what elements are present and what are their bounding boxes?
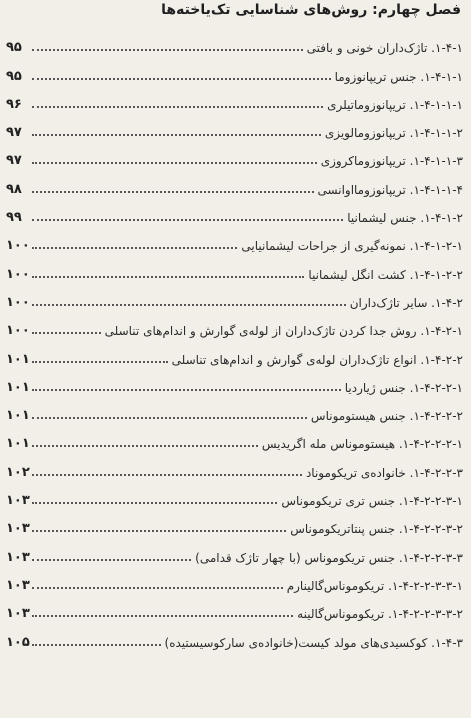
toc-entry-title: ۱-۴-۱-۲-۱. نمونه‌گیری از جراحات لیشمانیایی [241, 239, 463, 254]
toc-entry [6, 58, 463, 86]
toc-page-number: ۱۰۳ [6, 606, 30, 622]
toc-entry [6, 341, 463, 369]
toc-page-number: ۱۰۰ [6, 266, 30, 282]
toc-entry-title: ۱-۴-۲-۲-۲-۱. هیستوموناس مله اگریدیس [261, 437, 463, 452]
toc-entry-title: ۱-۴-۲-۲-۲. جنس هیستوموناس [310, 409, 463, 424]
toc-page-number: ۱۰۰ [6, 294, 30, 310]
toc-entry [6, 30, 463, 58]
table-of-contents [6, 30, 463, 653]
toc-page-number: ۱۰۲ [6, 464, 30, 480]
toc-entry [6, 200, 463, 228]
toc-page-number: ۹۶ [6, 96, 22, 112]
toc-page-number: ۱۰۳ [6, 577, 30, 593]
toc-page-number: ۱۰۵ [6, 634, 30, 650]
dot-leader [32, 502, 277, 504]
toc-page-number: ۹۹ [6, 210, 22, 226]
toc-entry [6, 370, 463, 398]
toc-page-number: ۹۵ [6, 68, 22, 84]
toc-page-number: ۱۰۰ [6, 323, 30, 339]
dot-leader [32, 615, 293, 617]
toc-entry [6, 483, 463, 511]
toc-entry [6, 511, 463, 539]
toc-entry-title: ۱-۴-۱-۱-۴. تریپانوزومااوانسی [317, 182, 463, 197]
toc-entry-title: ۱-۴-۲-۱. روش جدا کردن تاژک‌داران از لوله‌ی گوارش و اندام‌های تناسلی [104, 324, 463, 339]
dot-leader [32, 219, 343, 221]
toc-page-number: ۱۰۱ [6, 436, 30, 452]
dot-leader [32, 559, 191, 561]
toc-entry [6, 454, 463, 482]
dot-leader [32, 474, 302, 476]
toc-entry-title: ۱-۴-۲. سایر تاژک‌داران [349, 295, 463, 310]
toc-page-number: ۱۰۱ [6, 408, 30, 424]
toc-entry-title: ۱-۴-۳. کوکسیدی‌های مولد کیست(خانواده‌ی سارکوسیستیده) [164, 635, 463, 650]
toc-entry-title: ۱-۴-۱-۲-۲. کشت انگل لیشمانیا [308, 267, 463, 282]
toc-entry-title: ۱-۴-۲-۲-۳. خانواده‌ی تریکوموناد [305, 465, 463, 480]
dot-leader [32, 134, 321, 136]
toc-page-number: ۹۸ [6, 181, 22, 197]
toc-entry-title: ۱-۴-۲-۲-۱. جنس ژیاردیا [344, 380, 463, 395]
dot-leader [32, 191, 314, 193]
dot-leader [32, 78, 331, 80]
dot-leader [32, 530, 286, 532]
dot-leader [32, 332, 101, 334]
toc-entry-title: ۱-۴-۲-۲. انواع تاژک‌داران لوله‌ی گوارش و اندام‌های تناسلی [171, 352, 463, 367]
dot-leader [32, 417, 307, 419]
toc-page-number: ۹۵ [6, 40, 22, 56]
toc-entry [6, 87, 463, 115]
toc-entry [6, 596, 463, 624]
toc-page-number: ۹۷ [6, 125, 22, 141]
dot-leader [32, 247, 237, 249]
dot-leader [32, 49, 303, 51]
toc-entry-title: ۱-۴-۲-۲-۳-۳-۱. تریکوموناس‌گالینارم [286, 578, 463, 593]
toc-entry [6, 568, 463, 596]
chapter-title: فصل چهارم: روش‌های شناسایی تک‌یاخته‌ها [161, 2, 461, 18]
dot-leader [32, 445, 258, 447]
toc-page-number: ۹۷ [6, 153, 22, 169]
toc-page-number: ۱۰۳ [6, 549, 30, 565]
toc-entry-title: ۱-۴-۱. تاژک‌داران خونی و بافتی [306, 41, 463, 56]
toc-entry-title: ۱-۴-۱-۱-۲. تریپانوزومالویزی [324, 126, 463, 141]
dot-leader [32, 106, 323, 108]
toc-entry [6, 398, 463, 426]
dot-leader [32, 276, 304, 278]
dot-leader [32, 587, 283, 589]
toc-page-number: ۱۰۳ [6, 521, 30, 537]
dot-leader [32, 644, 161, 646]
toc-entry-title: ۱-۴-۲-۲-۳-۲. جنس پنتاتریکوموناس [290, 522, 463, 537]
toc-entry-title: ۱-۴-۱-۱-۱. تریپانوزوماتیلری [327, 97, 463, 112]
toc-entry-title: ۱-۴-۲-۲-۳-۱. جنس تری تریکوموناس [281, 494, 463, 509]
dot-leader [32, 361, 168, 363]
toc-entry [6, 171, 463, 199]
dot-leader [32, 389, 341, 391]
toc-entry-title: ۱-۴-۲-۲-۳-۳-۲. تریکوموناس‌گالینه [297, 607, 463, 622]
toc-entry [6, 256, 463, 284]
toc-entry [6, 228, 463, 256]
toc-page-number: ۱۰۰ [6, 238, 30, 254]
toc-entry [6, 624, 463, 652]
toc-entry [6, 313, 463, 341]
toc-entry-title: ۱-۴-۱-۱. جنس تریپانوزوما [334, 69, 463, 84]
toc-entry-title: ۱-۴-۲-۲-۳-۳. جنس تریکوموناس (با چهار تاژک قدامی) [195, 550, 463, 565]
toc-entry [6, 426, 463, 454]
dot-leader [32, 162, 317, 164]
toc-page-number: ۱۰۱ [6, 379, 30, 395]
toc-page-number: ۱۰۳ [6, 493, 30, 509]
toc-entry [6, 143, 463, 171]
dot-leader [32, 304, 346, 306]
toc-entry [6, 539, 463, 567]
toc-entry [6, 115, 463, 143]
toc-entry-title: ۱-۴-۱-۲. جنس لیشمانیا [347, 211, 463, 226]
toc-entry [6, 285, 463, 313]
toc-entry-title: ۱-۴-۱-۱-۳. تریپانوزوماکروزی [320, 154, 463, 169]
toc-page-number: ۱۰۱ [6, 351, 30, 367]
